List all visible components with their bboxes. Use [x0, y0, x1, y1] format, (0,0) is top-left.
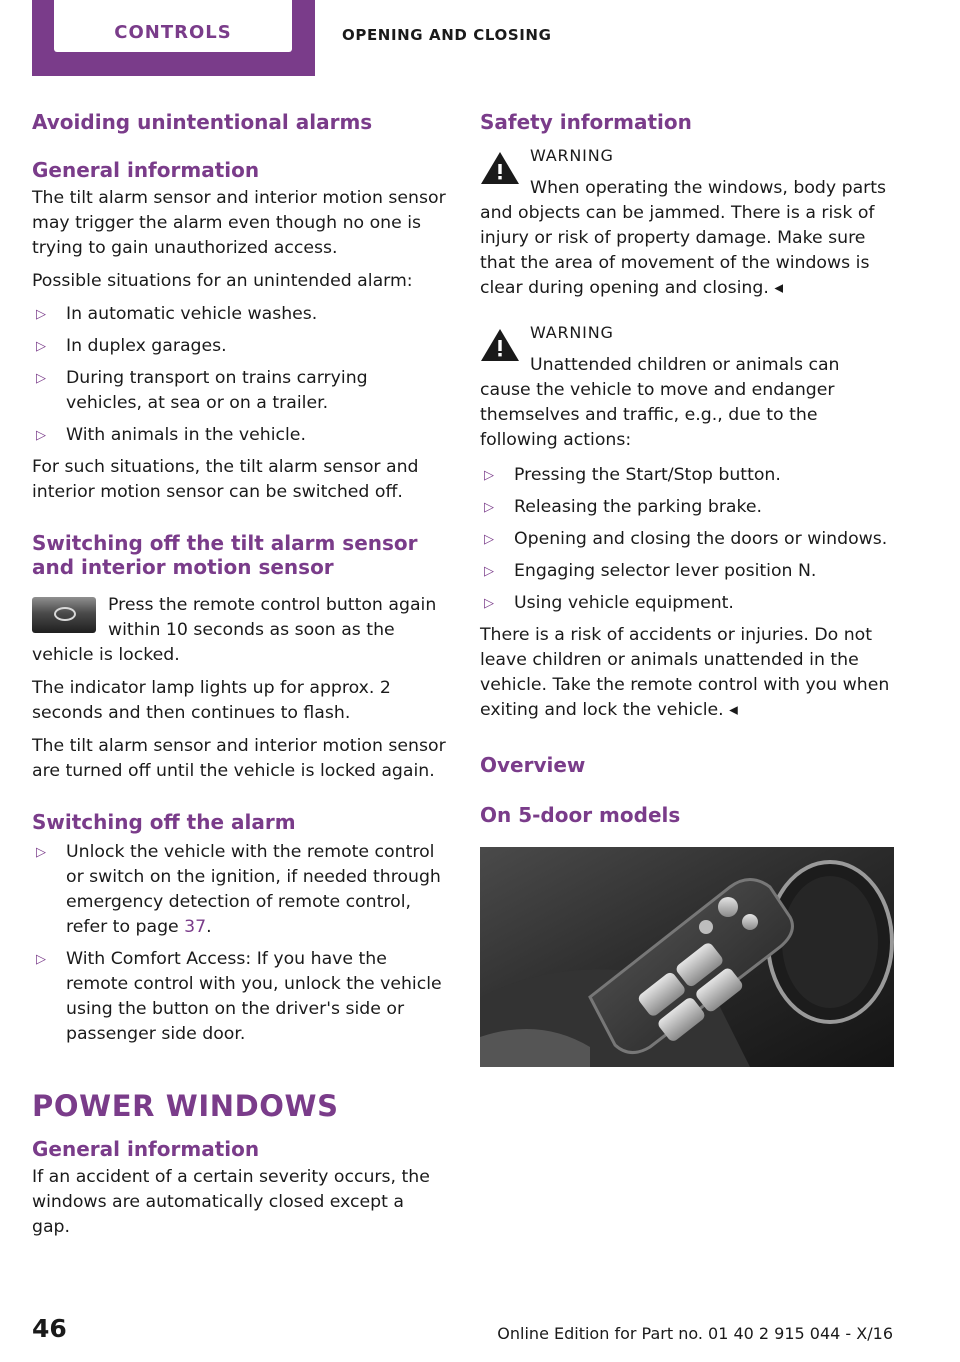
paragraph — [480, 623, 894, 723]
list-item-text: Releasing the parking brake. — [514, 497, 763, 517]
warning-text — [480, 176, 894, 301]
remote-control-button-icon — [32, 597, 96, 633]
list-item — [480, 591, 894, 616]
list-item-text: During transport on trains carrying vehicles, at sea or on a trailer. — [66, 368, 368, 413]
list-item-text: Opening and closing the doors or windows. — [514, 529, 888, 549]
list-item — [32, 334, 446, 359]
actions-list — [480, 463, 894, 616]
bullet-triangle-icon: ▷ — [484, 532, 494, 547]
heading-avoiding-alarms: Avoiding unintentional alarms — [32, 110, 373, 134]
list-item — [32, 947, 446, 1047]
warning-body: When operating the windows, body parts and objects can be jammed. There is a risk of injury or risk of property damage. Make sure that the area of movement of the windows is clear during opening and closing. — [480, 178, 887, 298]
list-item — [480, 495, 894, 520]
bullet-triangle-icon: ▷ — [484, 468, 494, 483]
heading-overview: Overview — [480, 753, 586, 777]
list-item-text: In automatic vehicle washes. — [66, 304, 318, 324]
list-item-text: Unlock the vehicle with the remote control or switch on the ignition, if needed through emergency detection of remote control, refer to page — [66, 842, 441, 937]
bullet-triangle-icon: ▷ — [484, 500, 494, 515]
heading-general-information: General information — [32, 158, 260, 182]
list-item — [480, 463, 894, 488]
remote-instruction — [32, 593, 446, 668]
alarm-steps-list — [32, 840, 446, 1047]
list-item — [32, 423, 446, 448]
heading-safety-information: Safety information — [480, 110, 692, 134]
list-item — [32, 366, 446, 416]
heading-switch-off-alarm: Switching off the alarm — [32, 810, 296, 834]
right-column — [480, 110, 894, 1071]
paragraph: Possible situations for an unintended alarm: — [32, 271, 413, 291]
bullet-triangle-icon: ▷ — [36, 339, 46, 354]
section-title: OPENING AND CLOSING — [342, 26, 552, 44]
paragraph: For such situations, the tilt alarm sensor and interior motion sensor can be switched off. — [32, 457, 419, 502]
situations-list — [32, 302, 446, 448]
warning-triangle-icon — [480, 327, 520, 363]
list-item — [480, 527, 894, 552]
heading-power-windows: POWER WINDOWS — [32, 1089, 339, 1123]
list-item-text: Pressing the Start/Stop button. — [514, 465, 781, 485]
end-mark: ◂ — [774, 278, 783, 298]
warning-label: WARNING — [530, 146, 614, 165]
paragraph: Press the remote control button again within 10 seconds as soon as the vehicle is locked. — [32, 595, 437, 665]
warning-label: WARNING — [530, 323, 614, 342]
bullet-triangle-icon: ▷ — [36, 307, 46, 322]
heading-switch-off-sensor: Switching off the tilt alarm sensor and interior motion sensor — [32, 531, 418, 579]
window-switch-photo — [480, 847, 894, 1067]
page-reference-link[interactable]: 37 — [184, 917, 207, 937]
heading-general-information-2: General information — [32, 1137, 260, 1161]
warning-body: Unattended children or animals can cause the vehicle to move and endanger themselves and traffic, e.g., due to the following actions: — [480, 355, 840, 450]
list-item — [480, 559, 894, 584]
left-column — [32, 110, 446, 1248]
mini-logo-icon — [54, 607, 76, 621]
list-item-text-end: . — [206, 917, 212, 937]
paragraph: The tilt alarm sensor and interior motion sensor are turned off until the vehicle is locked again. — [32, 736, 446, 781]
bullet-triangle-icon: ▷ — [484, 564, 494, 579]
chapter-tab-label[interactable]: CONTROLS — [114, 22, 232, 43]
paragraph: The indicator lamp lights up for approx. 2 seconds and then continues to flash. — [32, 678, 391, 723]
warning-box — [480, 144, 894, 301]
list-item-text: Engaging selector lever position N. — [514, 561, 817, 581]
bullet-triangle-icon: ▷ — [36, 371, 46, 386]
warning-text — [480, 353, 894, 453]
list-item-text: In duplex garages. — [66, 336, 227, 356]
list-item — [32, 302, 446, 327]
bullet-triangle-icon: ▷ — [484, 596, 494, 611]
paragraph: The tilt alarm sensor and interior motion sensor may trigger the alarm even though no one is trying to gain unauthorized access. — [32, 188, 446, 258]
bullet-triangle-icon: ▷ — [36, 952, 46, 967]
list-item-text: Using vehicle equipment. — [514, 593, 734, 613]
heading-5-door-models: On 5-door models — [480, 803, 681, 827]
warning-box — [480, 321, 894, 453]
page-number: 46 — [32, 1314, 67, 1343]
list-item — [32, 840, 446, 940]
warning-triangle-icon — [480, 150, 520, 186]
paragraph: If an accident of a certain severity occurs, the windows are automatically closed except a gap. — [32, 1167, 430, 1237]
list-item-text: With Comfort Access: If you have the remote control with you, unlock the vehicle using the button on the driver's side or passenger side door. — [66, 949, 442, 1044]
bullet-triangle-icon: ▷ — [36, 845, 46, 860]
list-item-text: With animals in the vehicle. — [66, 425, 306, 445]
bullet-triangle-icon: ▷ — [36, 428, 46, 443]
edition-note: Online Edition for Part no. 01 40 2 915 044 - X/16 — [497, 1324, 893, 1343]
end-mark: ◂ — [729, 700, 738, 720]
risk-text: There is a risk of accidents or injuries. Do not leave children or animals unattended in the vehicle. Take the remote control with you when exiting and lock the vehicle. — [480, 625, 890, 720]
